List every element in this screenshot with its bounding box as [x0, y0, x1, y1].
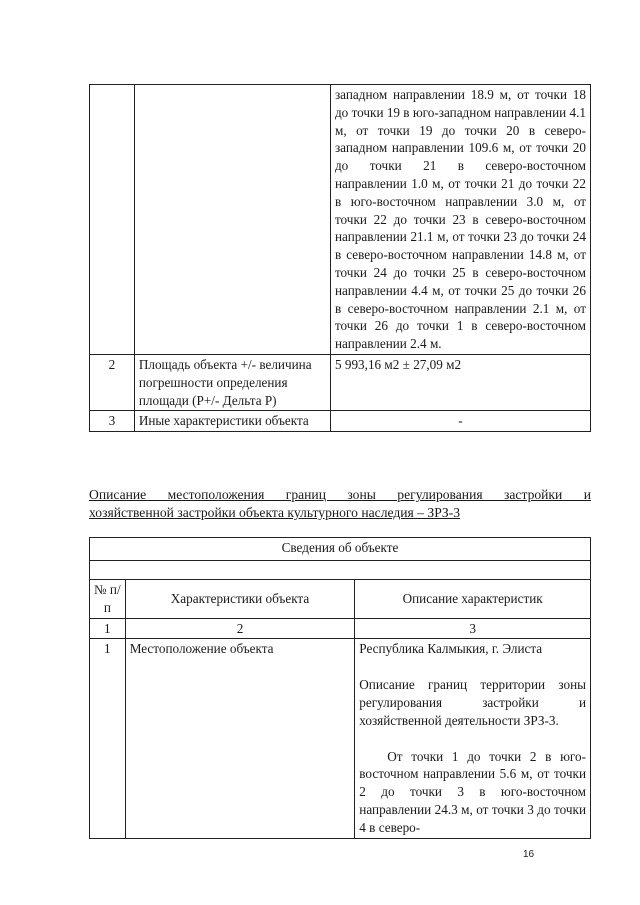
characteristics-table-continued	[89, 84, 591, 432]
table-caption-row	[90, 538, 591, 561]
boundary-intro: Описание границ территории зоны регулирования застройки и хозяйственной деятельности ЗРЗ-3.	[359, 677, 586, 728]
table-row	[90, 639, 591, 838]
section-title-line2: хозяйственной застройки объекта культурного наследия – ЗРЗ-3	[89, 505, 461, 520]
row-number-cell	[90, 85, 135, 355]
other-characteristics-value: -	[330, 411, 590, 432]
col-index-1: 1	[90, 618, 126, 639]
col-header-characteristics: Характеристики объекта	[125, 580, 355, 619]
area-value: 5 993,16 м2 ± 27,09 м2	[330, 354, 590, 410]
row-label: Площадь объекта +/- величина погрешности определения площади (Р+/- Дельта Р)	[134, 354, 330, 410]
row-label: Иные характеристики объекта	[134, 411, 330, 432]
header-row	[90, 580, 591, 619]
col-header-number: № п/п	[90, 580, 126, 619]
location-text: Республика Калмыкия, г. Элиста	[359, 641, 543, 657]
row-label-cell	[134, 85, 330, 355]
col-index-3: 3	[355, 618, 591, 639]
empty-row	[90, 561, 591, 580]
object-info-table	[89, 537, 591, 839]
section-title: Описание местоположения границ зоны регулирования застройки и	[89, 487, 591, 502]
boundary-description: От точки 1 до точки 2 в юго-восточном направлении 5.6 м, от точки 2 до точки 3 в юго-восточном направлении 24.3 м, от точки 3 до точки 4 в северо-	[359, 748, 586, 835]
row-number: 2	[90, 354, 135, 410]
col-header-description: Описание характеристик	[355, 580, 591, 619]
row-number: 1	[90, 639, 126, 838]
boundary-description-continued: западном направлении 18.9 м, от точки 18 до точки 19 в юго-западном направлении 4.1 м, от точки 19 до точки 20 в северо-западном направлении 109.6 м, от точки 20 до точки 21 в северо-восточном направлении 1.0 м, от точки 21 до точки 22 в юго-восточном направлении 3.0 м, от точки 22 до точки 23 в северо-восточном направлении 21.1 м, от точки 23 до точки 24 в северо-восточном направлении 14.8 м, от точки 24 до точки 25 в северо-восточном направлении 4.4 м, от точки 25 до точки 26 в северо-восточном направлении 2.1 м, от точки 26 до точки 1 в северо-восточном направлении 2.4 м.	[330, 85, 590, 355]
index-row	[90, 618, 591, 639]
row-number: 3	[90, 411, 135, 432]
table-row	[90, 411, 591, 432]
page-number: 16	[523, 849, 535, 860]
table-row	[90, 354, 591, 410]
col-index-2: 2	[125, 618, 355, 639]
table-caption: Сведения об объекте	[90, 538, 591, 561]
row-label: Местоположение объекта	[125, 639, 355, 838]
table-row	[90, 85, 591, 355]
location-description	[355, 639, 591, 838]
empty-cell	[90, 561, 591, 580]
